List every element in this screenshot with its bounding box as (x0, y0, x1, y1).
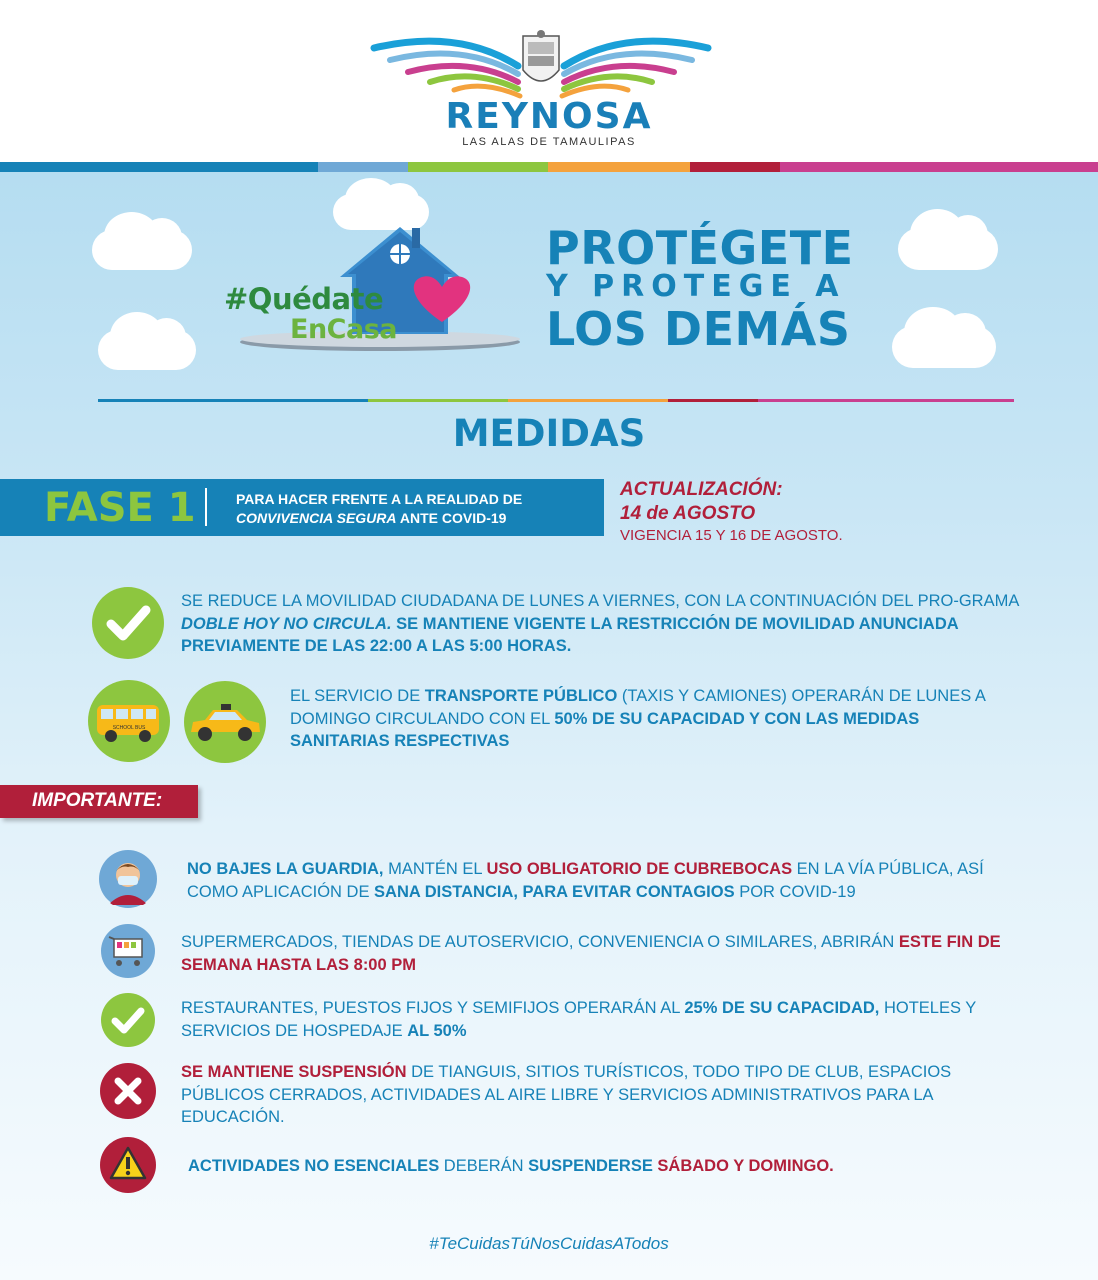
quedate-en-casa-logo (220, 222, 530, 357)
hashtag-encasa: EnCasa (290, 314, 397, 345)
headline-line-1: PROTÉGETE (546, 221, 854, 275)
logo-subtitle: LAS ALAS DE TAMAULIPAS (462, 136, 636, 148)
main-panel (0, 172, 1098, 1280)
footer-hashtag: #TeCuidasTúNosCuidasATodos (429, 1234, 669, 1253)
headline-line-3: LOS DEMÁS (546, 302, 851, 356)
cloud-icon (98, 330, 196, 370)
bus-icon (87, 679, 171, 763)
update-validity: VIGENCIA 15 Y 16 DE AGOSTO. (620, 527, 843, 544)
update-date: 14 de AGOSTO (620, 503, 756, 524)
important-supermarkets-text: SUPERMERCADOS, TIENDAS DE AUTOSERVICIO, CONVENIENCIA O SIMILARES, ABRIRÁN ESTE FIN DE SEMANA HASTA LAS 8:00 PM (181, 933, 1001, 974)
phase-separator (205, 488, 207, 526)
update-label: ACTUALIZACIÓN: (620, 479, 783, 500)
phase-banner (0, 479, 604, 536)
cloud-icon (92, 230, 192, 270)
logo-title: REYNOSA (445, 96, 653, 137)
headline (546, 221, 886, 356)
shopping-cart-icon (100, 923, 156, 979)
phase-description: PARA HACER FRENTE A LA REALIDAD DE CONVIVENCIA SEGURA ANTE COVID-19 (236, 491, 523, 526)
masked-person-icon (98, 849, 158, 909)
update-info (620, 478, 843, 546)
phase-label: FASE 1 (44, 485, 196, 531)
coat-of-arms-icon (523, 30, 559, 81)
important-suspension-text: SE MANTIENE SUSPENSIÓN DE TIANGUIS, SITIOS TURÍSTICOS, TODO TIPO DE CLUB, ESPACIOS PÚBLICOS CERRADOS, ACTIVIDADES AL AIRE LIBRE Y SERVICIOS ADMINISTRATIVOS PARA LA EDUCACIÓN. (181, 1063, 952, 1126)
cloud-icon (892, 326, 996, 368)
taxi-icon (183, 680, 267, 764)
headline-line-2: Y PROTEGE A (546, 269, 846, 304)
measure-mobility-text: SE REDUCE LA MOVILIDAD CIUDADANA DE LUNES A VIERNES, CON LA CONTINUACIÓN DEL PRO-GRAMA DOBLE HOY NO CIRCULA. SE MANTIENE VIGENTE LA RESTRICCIÓN DE MOVILIDAD ANUNCIADA PREVIAMENTE DE LAS 22:00 A LAS 5:00 HORAS. (181, 592, 1019, 655)
important-nonessential-text: ACTIVIDADES NO ESENCIALES DEBERÁN SUSPENDERSE SÁBADO Y DOMINGO. (188, 1157, 834, 1175)
svg-text:SCHOOL BUS: SCHOOL BUS (112, 725, 146, 731)
check-icon (91, 586, 165, 660)
section-title: MEDIDAS (452, 412, 646, 455)
important-mask-text: NO BAJES LA GUARDIA, MANTÉN EL USO OBLIGATORIO DE CUBREBOCAS EN LA VÍA PÚBLICA, ASÍ COMO APLICACIÓN DE SANA DISTANCIA, PARA EVITAR CONTAGIOS POR COVID-19 (187, 860, 984, 901)
hashtag-quedate: #Quédate (224, 282, 384, 316)
color-bar (0, 162, 1098, 172)
measure-transport-text: EL SERVICIO DE TRANSPORTE PÚBLICO (TAXIS Y CAMIONES) OPERARÁN DE LUNES A DOMINGO CIRCULANDO CON EL 50% DE SU CAPACIDAD Y CON LAS MEDIDAS SANITARIAS RESPECTIVAS (290, 687, 985, 750)
important-label: IMPORTANTE: (0, 785, 198, 818)
important-restaurants-text: RESTAURANTES, PUESTOS FIJOS Y SEMIFIJOS OPERARÁN AL 25% DE SU CAPACIDAD, HOTELES Y SERVICIOS DE HOSPEDAJE AL 50% (181, 999, 976, 1040)
cloud-icon (898, 228, 998, 270)
warning-icon (99, 1136, 157, 1194)
header (0, 0, 1098, 162)
check-icon (100, 992, 156, 1048)
x-icon (99, 1062, 157, 1120)
section-divider (98, 399, 1014, 402)
